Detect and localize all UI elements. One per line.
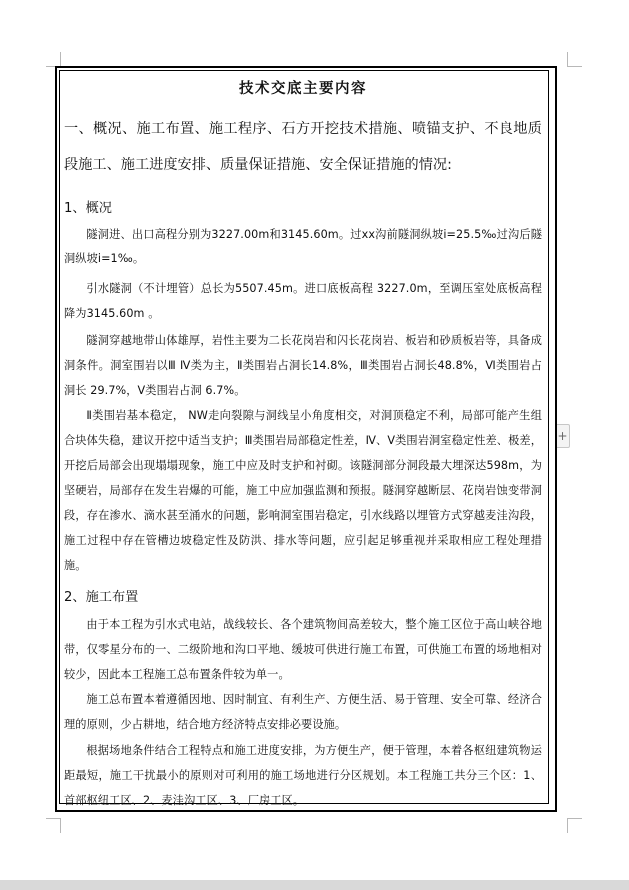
overview-text: 一、概况、施工布置、施工程序、石方开挖技术措施、喷锚支护、不良地质段施工、施工进度安排、质量保证措施、安全保证措施的情况: [64, 121, 542, 173]
document-title: 技术交底主要内容 [239, 80, 367, 97]
table-cell[interactable] [59, 70, 549, 807]
paragraph-elevation: 隧洞进、出口高程分别为3227.00m和3145.60m。过xx沟前隧洞纵坡i=25.5‰过沟后隧洞纵坡i=1‰。 [64, 228, 542, 265]
section-heading-layout: 2、施工布置 [64, 590, 139, 605]
paragraph-site-conditions: 由于本工程为引水式电站，战线较长、各个建筑物间高差较大，整个施工区位于高山峡谷地带，仅零星分布的一、二级阶地和沟口平地、缓坡可供进行施工布置，可供施工布置的场地相对较少，因此本工程施工总布置条件较为单一。 [64, 618, 542, 681]
paragraph-layout-principles: 施工总布置本着遵循因地、因时制宜、有利生产、方便生活、易于管理、安全可靠、经济合理的原则，少占耕地，结合地方经济特点安排必要设施。 [64, 693, 542, 731]
paragraph-geology: 隧洞穿越地带山体雄厚，岩性主要为二长花岗岩和闪长花岗岩、板岩和砂质板岩等，具备成洞条件。洞室围岩以Ⅲ Ⅳ类为主，Ⅱ类围岩占洞长14.8%，Ⅲ类围岩占洞长48.8%，Ⅵ类围岩占洞长 29.7%，Ⅴ类围岩占洞 6.7%。 [64, 334, 542, 397]
paragraph-zoning: 根据场地条件结合工程特点和施工进度安排，为方便生产，便于管理，本着各枢纽建筑物运距最短，施工干扰最小的原则对可利用的施工场地进行分区规划。本工程施工共分三个区：1、首部枢纽工区、2、麦洼沟工区、3、厂房工区。 [64, 744, 542, 807]
paragraph-tunnel-length: 引水隧洞（不计埋管）总长为5507.45m。进口底板高程 3227.0m，至调压室处底板高程降为3145.60m 。 [64, 282, 542, 320]
page-bottom-band [0, 880, 629, 890]
section-heading-overview: 1、概况 [64, 201, 112, 216]
crop-mark-top-right [567, 52, 582, 67]
crop-mark-bottom-left [46, 818, 61, 833]
table-add-column-handle[interactable]: + [555, 424, 570, 448]
crop-mark-bottom-right [567, 818, 582, 833]
crop-mark-top-left [46, 52, 61, 67]
paragraph-rock-stability: Ⅱ类围岩基本稳定， NW走向裂隙与洞线呈小角度相交，对洞顶稳定不利，局部可能产生组合块体失稳，建议开挖中适当支护；Ⅲ类围岩局部稳定性差，Ⅳ、Ⅴ类围岩洞室稳定性差、极差，开挖后局部会出现塌塌现象，施工中应及时支护和衬砌。该隧洞部分洞段最大埋深达598m，为坚硬岩，局部存在发生岩爆的可能，施工中应加强监测和预报。隧洞穿越断层、花岗岩蚀变带洞段，存在渗水、滴水甚至涌水的问题，影响洞室围岩稳定，引水线路以埋管方式穿越麦洼沟段，施工过程中存在管槽边坡稳定性及防洪、排水等问题，应引起足够重视并采取相应工程处理措施。 [64, 409, 542, 572]
